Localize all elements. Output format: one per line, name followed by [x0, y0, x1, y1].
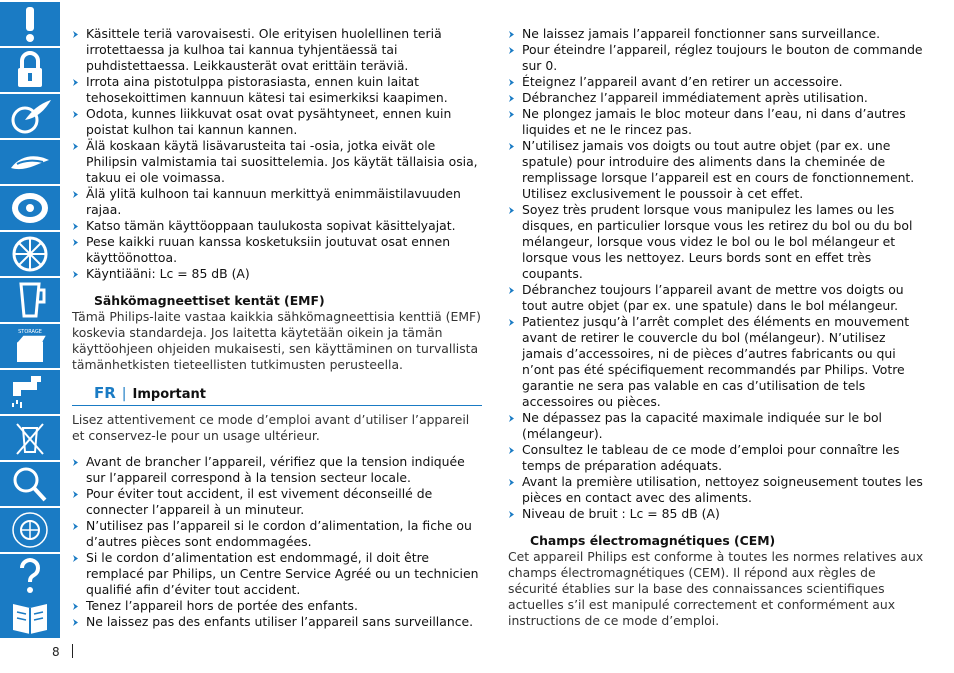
- list-item: Consultez le tableau de ce mode d’emploi pour connaître les temps de préparation adéquats.: [508, 442, 928, 474]
- sidebar-icon-tabs: [0, 0, 62, 640]
- list-item: Älä ylitä kulhoon tai kannuun merkittyä enimmäistilavuuden rajaa.: [72, 186, 482, 218]
- list-item: Ne laissez pas des enfants utiliser l’appareil sans surveillance.: [72, 614, 482, 630]
- question-mark-icon[interactable]: [0, 554, 60, 598]
- language-section-header: [72, 385, 482, 406]
- list-item: Tenez l’appareil hors de portée des enfants.: [72, 598, 482, 614]
- list-item: N’utilisez jamais vos doigts ou tout autre objet (par ex. une spatule) pour introduire des aliments dans la cheminée de remplissage lorsque l’appareil est en cours de fonctionnement. Utilisez exclusivement le poussoir à cet effet.: [508, 138, 928, 202]
- tap-icon[interactable]: [0, 370, 60, 414]
- list-item: Odota, kunnes liikkuvat osat ovat pysähtyneet, ennen kuin poistat kulhon tai kannun kannen.: [72, 106, 482, 138]
- list-item: Katso tämän käyttöoppaan taulukosta sopivat käsittelyajat.: [72, 218, 482, 234]
- list-item: Débranchez l’appareil immédiatement après utilisation.: [508, 90, 928, 106]
- list-item: Éteignez l’appareil avant d’en retirer un accessoire.: [508, 74, 928, 90]
- knife-blade-icon[interactable]: [0, 140, 60, 184]
- list-item: Patientez jusqu’à l’arrêt complet des éléments en mouvement avant de retirer le couvercle du bol (mélangeur). N’utilisez jamais d’accessoires, ni de pièces d’autres fabricants ou qui n’ont pas été spécifiquement recommandés par Philips. Votre garantie ne sera pas valable en cas d’utilisation de tels accessoires ou pièces.: [508, 314, 928, 410]
- fan-disc-icon[interactable]: [0, 232, 60, 276]
- list-item: Irrota aina pistotulppa pistorasiasta, ennen kuin laitat tehosekoittimen kannuun kätesi tai esimerkiksi kaapimen.: [72, 74, 482, 106]
- left-column: [72, 26, 482, 630]
- list-item: Käsittele teriä varovaisesti. Ole erityisen huolellinen teriä irrotettaessa ja kulhoa tai kannua tyhjentäessä tai puhdistettaessa. Leikkausterät ovat erittäin teräviä.: [72, 26, 482, 74]
- fi-safety-list: [72, 26, 482, 282]
- motor-unit-icon[interactable]: [0, 186, 60, 230]
- blade-disc-icon[interactable]: [0, 94, 60, 138]
- right-column: [508, 26, 928, 629]
- list-item: Pour éviter tout accident, il est vivement déconseillé de connecter l’appareil à un minuteur.: [72, 486, 482, 518]
- storage-box-icon[interactable]: [0, 324, 60, 368]
- manual-book-icon[interactable]: [0, 594, 60, 638]
- list-item: Käyntiääni: Lc = 85 dB (A): [72, 266, 482, 282]
- jug-icon[interactable]: [0, 278, 60, 322]
- list-item: Pese kaikki ruuan kanssa kosketuksiin joutuvat osat ennen käyttöönottoa.: [72, 234, 482, 266]
- section-title: Important: [132, 387, 207, 402]
- list-item: N’utilisez pas l’appareil si le cordon d’alimentation, la fiche ou d’autres pièces sont endommagées.: [72, 518, 482, 550]
- fr-safety-list-right: [508, 26, 928, 522]
- guarantee-globe-icon[interactable]: [0, 508, 60, 552]
- list-item: Avant la première utilisation, nettoyez soigneusement toutes les pièces en contact avec des aliments.: [508, 474, 928, 506]
- page-number: 8: [52, 645, 60, 659]
- list-item: Pour éteindre l’appareil, réglez toujours le bouton de commande sur 0.: [508, 42, 928, 74]
- language-divider: |: [121, 386, 127, 402]
- recycle-bin-icon[interactable]: [0, 416, 60, 460]
- page-number-divider: [72, 644, 73, 658]
- language-code: FR: [94, 384, 116, 402]
- fr-intro-text: Lisez attentivement ce mode d’emploi avant d’utiliser l’appareil et conservez-le pour un usage ultérieur.: [72, 412, 470, 443]
- emf-text: Tämä Philips-laite vastaa kaikkia sähkömagneettisia kenttiä (EMF) koskevia standardeja. Jos laitetta käytetään oikein ja tämän käyttöohjeen ohjeiden mukaisesti, sen käyttäminen on turvallista tämänhetkisten tieteellisten tutkimusten perusteella.: [72, 309, 481, 372]
- list-item: Ne plongez jamais le bloc moteur dans l’eau, ni dans d’autres liquides et ne le rincez pas.: [508, 106, 928, 138]
- padlock-icon[interactable]: [0, 48, 60, 92]
- list-item: Soyez très prudent lorsque vous manipulez les lames ou les disques, en particulier lorsque vous les retirez du bol ou du bol mélangeur, lorsque vous videz le bol ou le bol mélangeur et lorsque vous les nettoyez. Leurs bords sont en effet très coupants.: [508, 202, 928, 282]
- list-item: Débranchez toujours l’appareil avant de mettre vos doigts ou tout autre objet (par ex. une spatule) dans le bol mélangeur.: [508, 282, 928, 314]
- list-item: Si le cordon d’alimentation est endommagé, il doit être remplacé par Philips, un Centre Service Agréé ou un technicien qualifié afin d’éviter tout accident.: [72, 550, 482, 598]
- emf-heading: Sähkömagneettiset kentät (EMF): [94, 293, 325, 308]
- list-item: Avant de brancher l’appareil, vérifiez que la tension indiquée sur l’appareil correspond à la tension secteur locale.: [72, 454, 482, 486]
- fr-safety-list-left: [72, 454, 482, 630]
- list-item: Älä koskaan käytä lisävarusteita tai -osia, jotka eivät ole Philipsin valmistamia tai suosittelemia. Jos käytät tällaisia osia, takuu ei ole voimassa.: [72, 138, 482, 186]
- list-item: Ne dépassez pas la capacité maximale indiquée sur le bol (mélangeur).: [508, 410, 928, 442]
- storage-label: STORAGE: [18, 329, 42, 335]
- cem-heading: Champs électromagnétiques (CEM): [530, 533, 776, 548]
- exclamation-icon[interactable]: [0, 2, 60, 46]
- list-item: Niveau de bruit : Lc = 85 dB (A): [508, 506, 928, 522]
- cem-text: Cet appareil Philips est conforme à toutes les normes relatives aux champs électromagnétiques (CEM). Il répond aux règles de sécurité établies sur la base des connaissances scientifiques actuelles s’il est manipulé correctement et conformément aux instructions de ce mode d’emploi.: [508, 549, 924, 628]
- list-item: Ne laissez jamais l’appareil fonctionner sans surveillance.: [508, 26, 928, 42]
- magnifier-icon[interactable]: [0, 462, 60, 506]
